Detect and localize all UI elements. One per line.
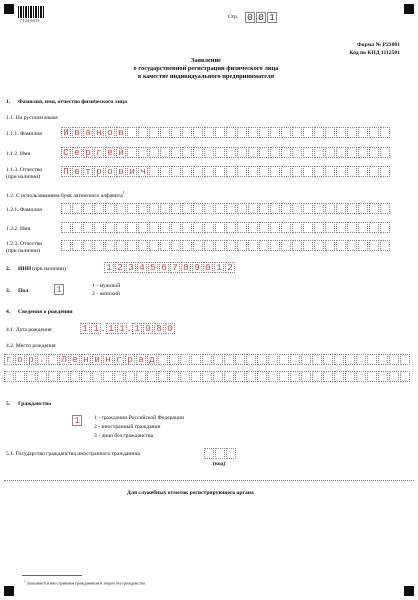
section1-sub-russian: 1.1. На русском языке: [6, 115, 58, 121]
page-digit: 0: [245, 12, 255, 23]
inn-note: (при наличии): [32, 266, 67, 272]
inn-label: ИНН: [18, 266, 32, 272]
foreign-state-label: 5.1. Государство гражданства иностранного гражданина: [6, 451, 140, 457]
corner-marker-top-right: [404, 4, 414, 14]
section1-number: 1.: [6, 99, 11, 105]
barcode: [18, 6, 44, 18]
footnote-number: 1: [24, 579, 26, 583]
barcode-number: 7134 6013: [20, 18, 40, 23]
patronymic-note: (при наличии): [6, 174, 41, 180]
sex-label: Пол: [18, 288, 29, 294]
citizenship-option-stateless: 3 - лицо без гражданства: [94, 433, 154, 439]
section1-heading: Фамилия, имя, отчество физического лица: [18, 99, 127, 105]
citizenship-value: 1: [72, 415, 82, 426]
section1-sub-latin: [6, 189, 125, 200]
official-marks-label: Для служебных отметок регистрирующего органа: [127, 490, 254, 496]
latin-surname-field[interactable]: [61, 203, 390, 214]
latin-patronymic-field[interactable]: [61, 240, 390, 251]
surname-field[interactable]: И в а н о в: [61, 127, 390, 138]
birth-place-field[interactable]: г о р . Л е н и н г р а д: [4, 354, 410, 365]
surname-label: 1.1.1. Фамилия: [6, 131, 42, 137]
latin-patronymic-note: (при наличии): [6, 248, 41, 254]
section1-sub-latin-text: 1.2. С использованием букв латинского алфавита: [6, 192, 123, 199]
form-title-line3: в качестве индивидуального предпринимателя: [137, 73, 275, 80]
latin-name-field[interactable]: [61, 222, 390, 233]
patronymic-label: 1.1.3. Отчество: [6, 167, 43, 173]
page-digit: 1: [267, 12, 277, 23]
birth-place-label: 4.2. Место рождения: [6, 343, 56, 349]
inn-number: 2.: [6, 266, 11, 272]
sex-value: 1: [54, 284, 64, 295]
page-number-cells[interactable]: [245, 12, 277, 23]
citizenship-option-foreign: 2 - иностранный гражданин: [94, 424, 161, 430]
corner-marker-top-left: [4, 4, 14, 14]
sex-option-female: 2 - женский: [92, 291, 120, 297]
birth-date-label: 4.1. Дата рождения: [6, 327, 52, 333]
citizenship-label: Гражданство: [18, 401, 52, 407]
citizenship-field[interactable]: [72, 415, 82, 426]
birth-date-field[interactable]: 1 1 . 1 1 . 1 9 8 0: [80, 323, 175, 334]
sex-number: 3.: [6, 288, 11, 294]
form-number: Форма № Р21001: [356, 42, 400, 48]
footnote-text: Заполняется иностранным гражданином и лицом без гражданства.: [26, 580, 146, 586]
citizenship-number: 5.: [6, 401, 11, 407]
page-label: Стр.: [228, 14, 239, 20]
latin-patronymic-label: 1.2.3. Отчество: [6, 241, 43, 247]
footnote-mark: 1: [122, 190, 125, 195]
form-knd-code: Код по КНД 1112501: [349, 50, 400, 56]
corner-marker-bottom-left: [4, 586, 14, 596]
divider-top: [4, 480, 414, 481]
footnote: [24, 578, 146, 586]
form-title-line1: Заявление: [190, 57, 221, 64]
footnote-divider: [22, 575, 82, 576]
name-field[interactable]: С е р г е й: [61, 147, 390, 158]
foreign-state-code-field[interactable]: [204, 448, 236, 459]
latin-name-label: 1.2.2. Имя: [6, 226, 31, 232]
foreign-state-code-label: (код): [213, 461, 226, 467]
inn-field[interactable]: 1 2 3 4 5 6 7 8 9 0 1 2: [104, 262, 235, 273]
patronymic-field[interactable]: П е т р о в и ч: [61, 166, 390, 177]
sex-field[interactable]: [54, 284, 64, 295]
name-label: 1.1.2. Имя: [6, 151, 31, 157]
citizenship-option-rf: 1 - гражданин Российской Федерации: [94, 415, 184, 421]
birth-place-field-row2[interactable]: [4, 371, 410, 382]
form-title-line2: о государственной регистрации физического лица: [133, 65, 279, 72]
sex-option-male: 1 - мужской: [92, 283, 121, 289]
corner-marker-bottom-right: [404, 586, 414, 596]
birth-heading: Сведения о рождении: [18, 309, 73, 315]
page-digit: 0: [256, 12, 266, 23]
latin-surname-label: 1.2.1. Фамилия: [6, 207, 42, 213]
birth-number: 4.: [6, 309, 11, 315]
